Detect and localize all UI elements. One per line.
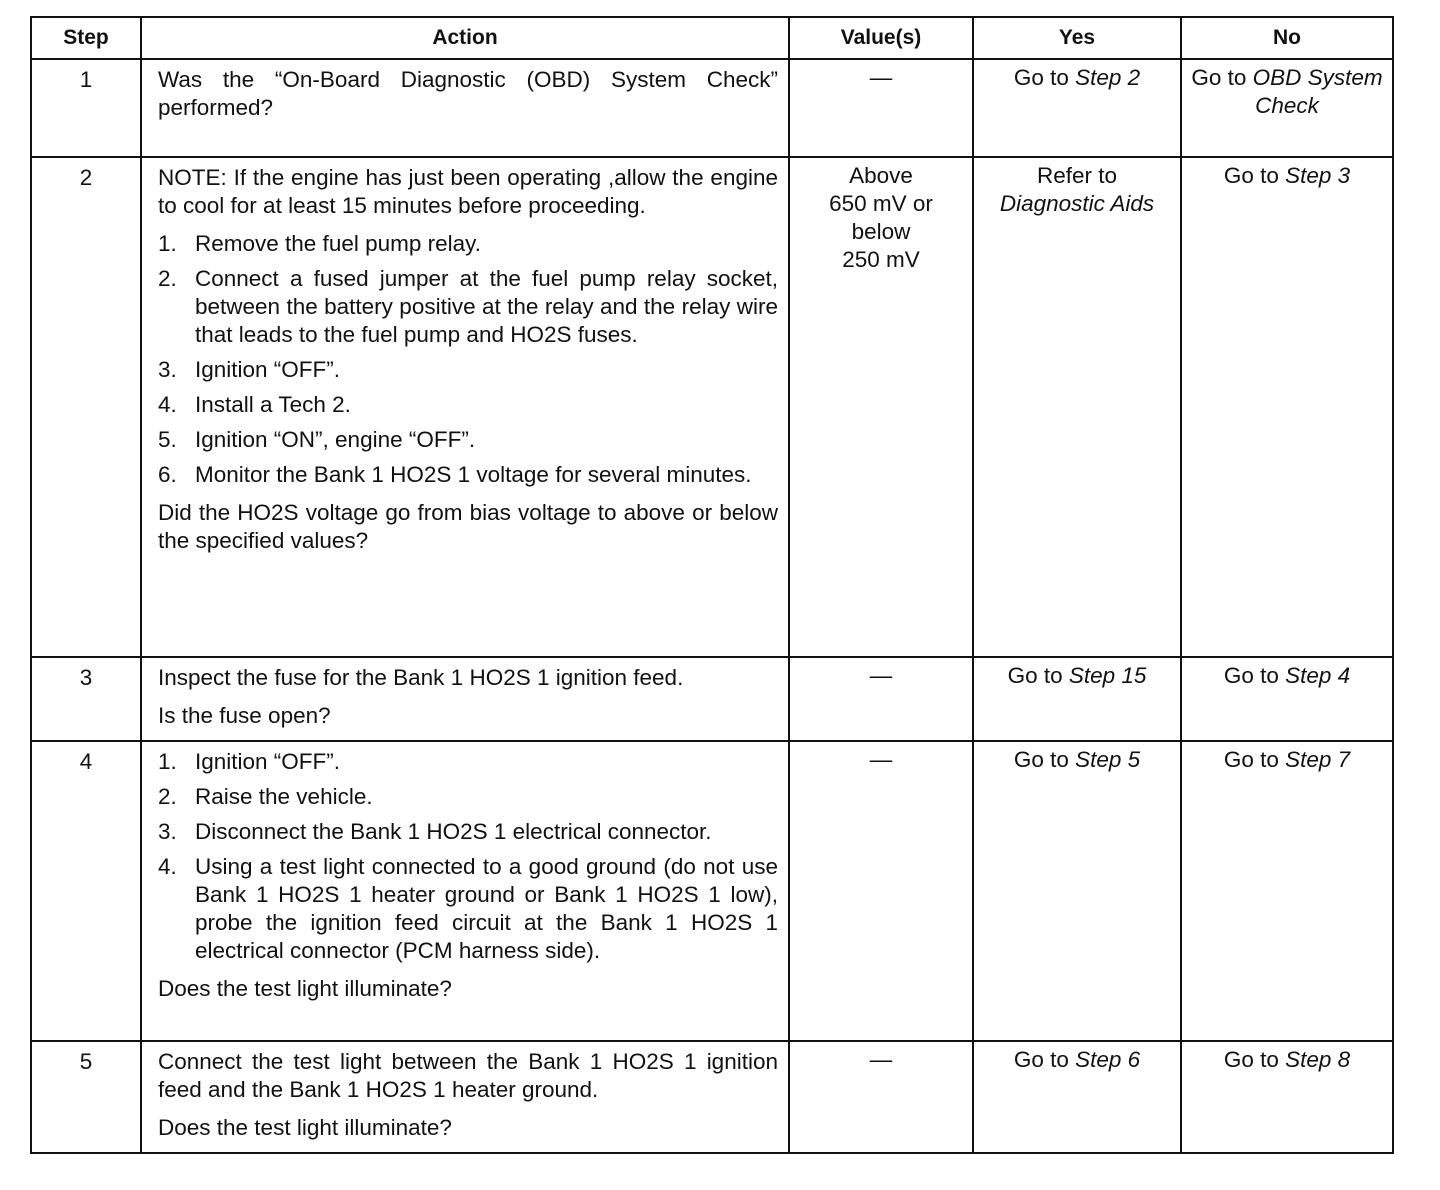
list-item-number: 5.: [158, 427, 177, 452]
value-line: 250 mV: [842, 247, 920, 272]
action-question: Does the test light illuminate?: [158, 1115, 452, 1140]
yes-prefix: Go to: [1007, 663, 1069, 688]
yes-target-link: Step 15: [1068, 663, 1147, 688]
step-number: 3: [31, 657, 141, 741]
yes-target-link: Diagnostic Aids: [999, 191, 1155, 216]
list-item-text: Install a Tech 2.: [195, 392, 351, 417]
yes-target-link: Step 6: [1075, 1047, 1141, 1072]
action-cell: [141, 157, 789, 657]
action-lead: Inspect the fuse for the Bank 1 HO2S 1 ignition feed.: [158, 665, 684, 690]
step-number: 4: [31, 741, 141, 1041]
list-item-number: 4.: [158, 854, 177, 879]
no-cell: [1181, 1041, 1393, 1153]
no-prefix: Go to: [1223, 163, 1286, 188]
list-item-text: Remove the fuel pump relay.: [195, 231, 481, 256]
list-item: [158, 853, 778, 965]
action-question: Did the HO2S voltage go from bias voltage to above or below the specified values?: [158, 500, 778, 553]
value-line: below: [851, 219, 911, 244]
no-target-link: Step 8: [1285, 1047, 1351, 1072]
list-item-text: Using a test light connected to a good ground (do not use Bank 1 HO2S 1 heater ground or Bank 1 HO2S 1 low), probe the ignition feed circuit at the Bank 1 HO2S 1 electrical connector (PCM harness side).: [195, 854, 778, 963]
no-prefix: Go to: [1191, 65, 1253, 90]
no-cell: [1181, 157, 1393, 657]
yes-target-link: Step 5: [1075, 747, 1141, 772]
list-item-text: Disconnect the Bank 1 HO2S 1 electrical connector.: [195, 819, 712, 844]
list-item-text: Connect a fused jumper at the fuel pump relay socket, between the battery positive at the relay and the relay wire that leads to the fuel pump and HO2S fuses.: [195, 266, 778, 347]
table-row: [31, 741, 1393, 1041]
no-cell: [1181, 657, 1393, 741]
list-item-number: 3.: [158, 357, 177, 382]
action-steps-list: [158, 748, 778, 965]
list-item-text: Ignition “ON”, engine “OFF”.: [195, 427, 476, 452]
list-item: [158, 461, 778, 489]
yes-target-link: Step 2: [1075, 65, 1141, 90]
list-item: [158, 426, 778, 454]
action-question: Does the test light illuminate?: [158, 976, 452, 1001]
step-number: 2: [31, 157, 141, 657]
header-yes: Yes: [973, 17, 1181, 59]
header-action: Action: [141, 17, 789, 59]
value-cell: [789, 157, 973, 657]
value-cell: —: [789, 741, 973, 1041]
list-item-number: 2.: [158, 784, 177, 809]
value-line: 650 mV or: [829, 191, 933, 216]
table-row: [31, 1041, 1393, 1153]
action-cell: [141, 741, 789, 1041]
no-target-link: Step 3: [1285, 163, 1351, 188]
no-prefix: Go to: [1223, 1047, 1286, 1072]
list-item-number: 6.: [158, 462, 177, 487]
list-item: [158, 783, 778, 811]
yes-prefix: Go to: [1013, 65, 1076, 90]
action-cell: [141, 657, 789, 741]
list-item: [158, 818, 778, 846]
action-cell: [141, 59, 789, 157]
header-row: [31, 17, 1393, 59]
diagnostic-table: [30, 16, 1394, 1154]
action-lead: Connect the test light between the Bank 1 HO2S 1 ignition feed and the Bank 1 HO2S 1 heater ground.: [158, 1049, 778, 1102]
action-question: Was the “On-Board Diagnostic (OBD) System Check” performed?: [158, 67, 778, 120]
yes-cell: [973, 741, 1181, 1041]
list-item-number: 1.: [158, 749, 177, 774]
no-target-link: Step 4: [1285, 663, 1351, 688]
yes-cell: [973, 657, 1181, 741]
list-item-text: Ignition “OFF”.: [195, 749, 341, 774]
no-cell: [1181, 59, 1393, 157]
step-number: 1: [31, 59, 141, 157]
list-item-number: 2.: [158, 266, 177, 291]
table-row: [31, 157, 1393, 657]
value-line: Above: [849, 163, 913, 188]
action-question: Is the fuse open?: [158, 703, 331, 728]
list-item-number: 3.: [158, 819, 177, 844]
list-item-number: 4.: [158, 392, 177, 417]
list-item-text: Raise the vehicle.: [195, 784, 373, 809]
table-row: [31, 59, 1393, 157]
yes-prefix: Refer to: [1036, 163, 1118, 188]
value-cell: —: [789, 1041, 973, 1153]
action-note: NOTE: If the engine has just been operating ,allow the engine to cool for at least 15 minutes before proceeding.: [158, 165, 778, 218]
value-cell: —: [789, 59, 973, 157]
header-step: Step: [31, 17, 141, 59]
list-item-text: Ignition “OFF”.: [195, 357, 341, 382]
list-item: [158, 230, 778, 258]
yes-cell: [973, 157, 1181, 657]
list-item: [158, 748, 778, 776]
no-prefix: Go to: [1223, 663, 1286, 688]
no-cell: [1181, 741, 1393, 1041]
header-values: Value(s): [789, 17, 973, 59]
list-item-text: Monitor the Bank 1 HO2S 1 voltage for several minutes.: [195, 462, 752, 487]
yes-cell: [973, 59, 1181, 157]
list-item: [158, 265, 778, 349]
yes-cell: [973, 1041, 1181, 1153]
no-prefix: Go to: [1223, 747, 1286, 772]
step-number: 5: [31, 1041, 141, 1153]
no-target-link: Step 7: [1285, 747, 1351, 772]
list-item: [158, 356, 778, 384]
header-no: No: [1181, 17, 1393, 59]
value-cell: —: [789, 657, 973, 741]
list-item-number: 1.: [158, 231, 177, 256]
action-cell: [141, 1041, 789, 1153]
action-steps-list: [158, 230, 778, 489]
table-row: [31, 657, 1393, 741]
list-item: [158, 391, 778, 419]
yes-prefix: Go to: [1013, 747, 1076, 772]
yes-prefix: Go to: [1013, 1047, 1076, 1072]
no-target-link: OBD System Check: [1252, 65, 1383, 118]
